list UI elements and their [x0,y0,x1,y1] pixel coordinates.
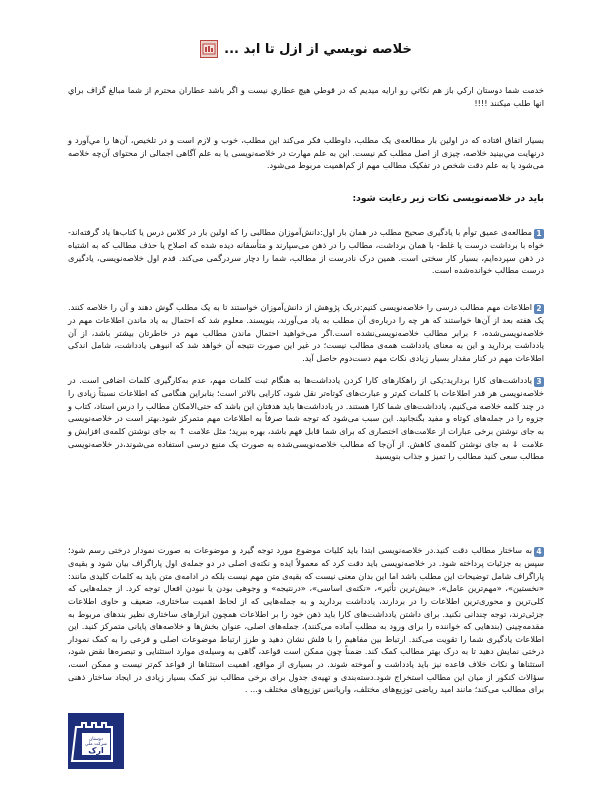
number-badge-icon: 1 [534,229,544,239]
tip-item [68,544,544,696]
logo-line2: شرکت ملی [85,742,107,747]
tip-text: به ساختار مطالب دقت کنيد.در خلاصه‌نويسی ابتدا بايد کليات موضوع مورد توجه گيرد و موضوعات به صورت نمودار درختی رسم شود؛ سپس به جزئيات پرداخته شود. در خلاصه‌نويسی بايد دقت کرد که معمولاً ايده و نکته‌ی اصلی در دو جمله‌ی اول پاراگراف بيان شود و بقيه‌ی پاراگراف شامل توضيحات اين مطلب باشد اما اين بدان معنی نيست که بقيه‌ی متن مهم نيست بلکه در ادامه‌ی متن بايد به کلمات کليدی مانند: «نخستين»، «مهم‌ترين عامل»، «بيش‌ترين تأثير»، «نکته‌ی اساسی»، «درنتيجه» و وجوهی بودن يا نبودن افعال توجه کرد. از جمله‌هايی که کلی‌ترين و محوری‌ترين اطلاعات را در بردارند، يادداشت برداريد و به جمله‌هايی که از لحاظ اهميت ساختاری، ضعيف و حاوی اطلاعات جزئی‌ترند، توجه چندانی نکنيد. برای داشتن يادداشت‌های کارا بايد ذهن خود را بر اطلاعات همچون ابزارهای ساختاری نظير بندهای مربوط به مقدمه‌چينی (بندهايی که خواننده را برای ورود به مطلب آماده می‌کنند)، جمله‌های اصلی، عنوان بخش‌ها و خلاصه‌های پايانی متمرکز کنيد. اين اطلاعات يادگيری شما را تقويت می‌کند. ارتباط بين مفاهيم را با فلش نشان دهيد و طرز ارتباط موضوعات اصلی و فرعی را به کمک نمودار درختی نمايش دهيد تا به درک بهتر مطالب کمک کند. ضمناً چون ممکن است قواعد، گاهی به وسيله‌ی موارد استثنايی و تبصره‌ها نقض شود، استثناها و نکات خلاف قاعده نيز بايد يادداشت و آموخته شوند. در بسياری از مواقع، اهميت استثناها از قواعد کم‌تر نيست و ممکن است، سؤالات کنکور از ميان اين مطالب استخراج شود.دسته‌بندی و تهيه‌ی جدول برای برخی مطالب نيز کمک بسيار زيادی در ايجاد ساختار ذهنی برای مطالب می‌کند؛ مانند اميد رياضی توزيع‌های مختلف، واريانس توزيع‌های مختلف و... . [68,545,544,695]
tip-item [68,226,544,277]
number-badge-icon: 3 [534,377,544,387]
tip-text: مطالعه‌ی عميق توأم با يادگيری صحيح مطلب در همان بار اول:دانش‌آموزان مطالبی را که اولين بار در کلاس درس يا کتاب‌ها ياد گرفته‌اند- خواه با برداشت درست يا غلط- با همان برداشت، مطالب را در ذهن می‌سپارند و متأسفانه ديده شده که اصلاح يا حذف مطالب که به اشتباه در ذهن سپرده‌ايم، بسيار کار سختی است. همين درک نادرست از مطالب، شما را دچار سردرگمی می‌کند. قدم اول خلاصه‌نويسی، يادگيری درست مطالب خوانده‌شده است. [68,227,544,276]
logo-main-text: ارک [88,746,104,755]
tip-text: يادداشت‌های کارا برداريد:يکی از راهکارهای کارا کردن يادداشت‌ها به هنگام ثبت کلمات مهم، عدم به‌کارگيری کلمات اضافی است. در خلاصه‌نويسی هر قدر اطلاعات با کلمات کم‌تر و عبارت‌های کوتاه‌تر نقل شود، کارايی بالاتر است؛ بنابراين هنگامی که اطلاعات نسبتاً زيادی را در چند کلمه خلاصه می‌کنيم، يادداشت‌های شما کارا هستند. در يادداشت‌ها بايد هدفتان اين باشد که حتی‌الامکان مطالب را درس استاد، کتاب و جزوه را در جمله‌های کوتاه و مفيد بگنجانيد. اين سبب می‌شود که توجه شما صرفاً به اطلاعات مهم متمرکز شود.بهتر است در خلاصه‌نويسی به جای نوشتن برخی عبارات از علامت‌های اختصاری که برای شما قابل فهم باشد، بهره ببريد؛ مثل علامت ↑ به جای نوشتن کلمه‌ی افزايش و علامت ↓ به جای نوشتن کلمه‌ی کاهش. از آن‌جا که مطالب خلاصه‌نويسی‌شده به صورت يک منبع درسی استفاده می‌شوند،در خلاصه‌نويسی مطالب سعی کنيد مطالب را تميز و جذاب بنويسيد [68,375,544,462]
logo-line1: دوستان [89,737,103,742]
title-image-icon [200,40,218,58]
tip-item [68,301,544,364]
tip-item [68,374,544,463]
page-title: خلاصه نويسي از ازل تا ابد ... [224,41,412,57]
context-paragraph: بسیار اتفاق افتاده که در اولین بار مطالعه‌ی یک مطلب، داوطلب فکر می‌کند این مطلب، خوب و لازم است و در تلخیص، آن‌ها را مي‌آورد و درنهایت مي‌بینيد خلاصه، چیزی از اصل مطلب کم نيست. اين به علم مهارت در خلاصه‌نويسی يا به علم آگاهی اجمالی از محتوای آن‌چه خلاصه می‌شود يا به علم دقت شخص در تفکيک مطالب مهم از کم‌اهميت مربوط می‌شود. [68,135,544,171]
title-row [0,40,612,58]
number-badge-icon: 4 [534,547,544,557]
tips-heading: بايد در خلاصه‌نويسی نکات زير رعايت شود: [352,193,544,204]
ark-logo [68,713,124,769]
number-badge-icon: 2 [534,304,544,314]
intro-paragraph: خدمت شما دوستان اركي باز هم نكاتي رو ارايه ميديم كه در قوطي هيچ عطاري نيست و اگر باشد عطاران محترم از شما مبالغ گزاف براي انها طلب ميكنند !!!! [68,85,544,108]
tip-text: اطلاعات مهم مطالب درسی را خلاصه‌نويسی کنيم:دريک پژوهش از دانش‌آموزان خواستند تا به يک مطلب گوش دهند و آن را خلاصه کنند. يک هفته بعد از آن‌ها خواستند که هر چه را درباره‌ی آن مطلب به ياد می‌آورند، بنويسند. معلوم شد که احتمال به ياد ماندن اطلاعات مهم در خلاصه‌نويسی‌شده، ۶ برابر مطالب خلاصه‌نويسی‌نشده است.اگر می‌خواهيد احتمال ماندن مطالب مهم در خاطرتان بيشتر باشد، از آن يادداشت برداريد و اين به معنای يادداشت همه‌ی مطالب نيست؛ در غير اين صورت نتيجه آن خواهد شد که انبوهی يادداشت، شامل اندکی اطلاعات مهم در کنار مقدار بسيار زيادی نکات مهم دست‌دوم حاصل آيد. [68,302,544,363]
